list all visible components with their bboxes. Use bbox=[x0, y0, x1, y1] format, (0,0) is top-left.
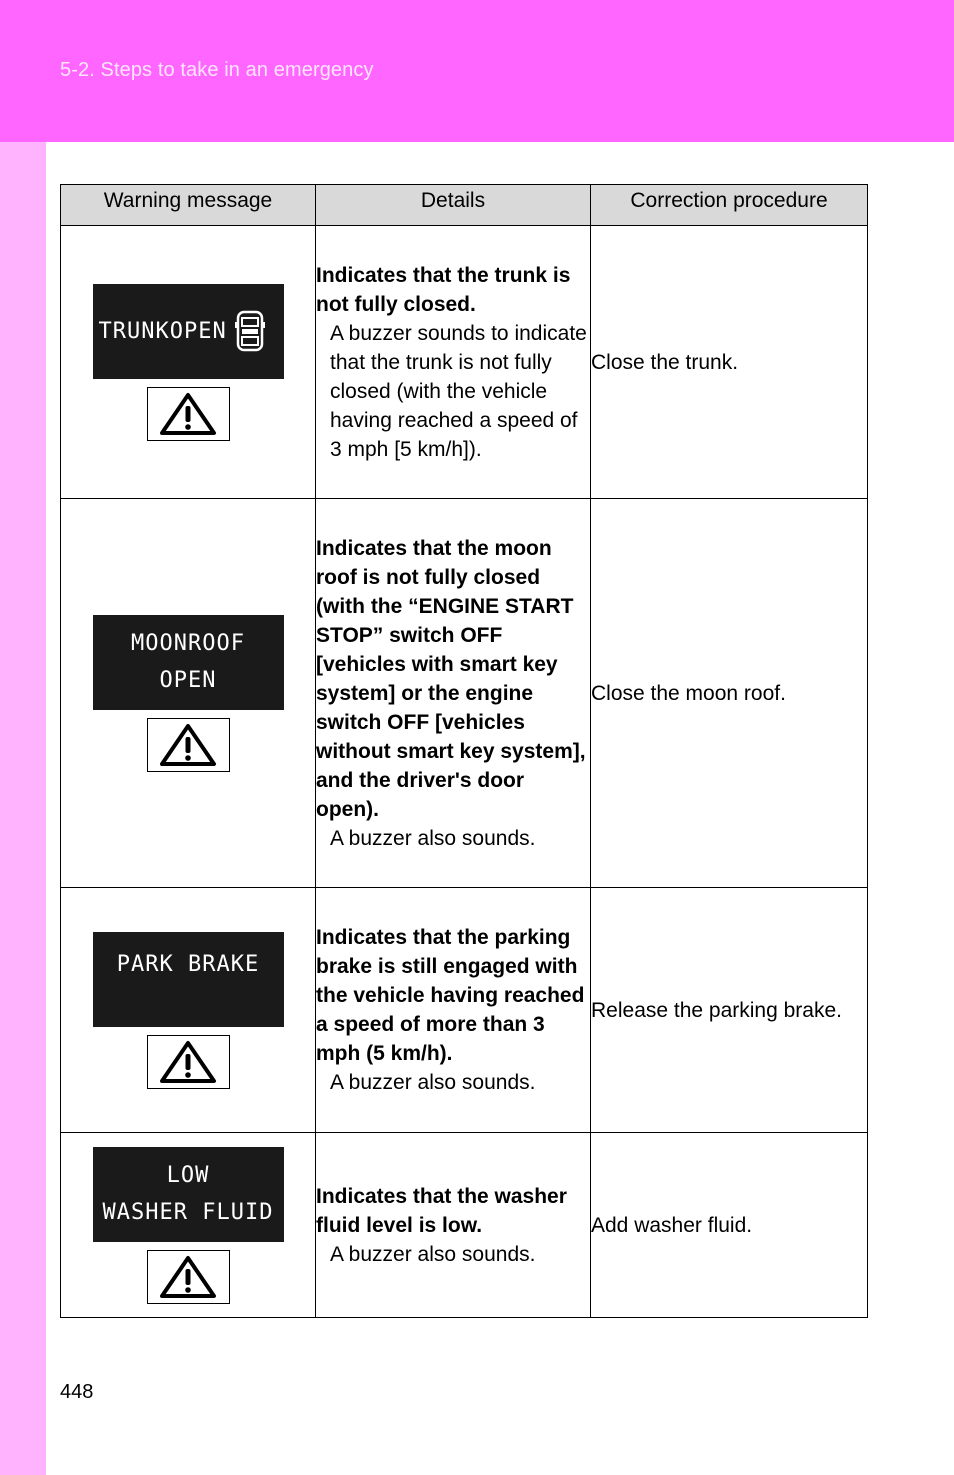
correction-cell: Release the parking brake. bbox=[591, 888, 868, 1133]
display-text: PARK BRAKE bbox=[116, 951, 260, 977]
detail-summary: Indicates that the moon roof is not fully closed (with the “ENGINE START STOP” switch OFF [vehicles with smart key system] or the engine switch OFF [vehicles without smart key system], and the driver's door open). bbox=[316, 536, 586, 821]
warning-cell bbox=[61, 226, 316, 499]
display-text: WASHER FLUID bbox=[102, 1200, 274, 1225]
warning-triangle-icon bbox=[159, 392, 217, 436]
detail-description: A buzzer also sounds. bbox=[330, 826, 536, 850]
warning-triangle-icon bbox=[159, 1040, 217, 1084]
display-text: LOW bbox=[166, 1163, 210, 1188]
section-title: 5-2. Steps to take in an emergency bbox=[60, 59, 374, 81]
moonroof-open-display bbox=[93, 615, 284, 710]
detail-summary: Indicates that the parking brake is still engaged with the vehicle having reached a speed of more than 3 mph (5 km/h). bbox=[316, 926, 585, 1065]
table-row bbox=[61, 499, 868, 888]
table-row bbox=[61, 1133, 868, 1318]
header-details: Details bbox=[316, 185, 591, 226]
display-text: TRUNKOPEN bbox=[98, 318, 227, 344]
details-cell bbox=[316, 1133, 591, 1318]
detail-description: A buzzer also sounds. bbox=[330, 1242, 536, 1266]
warning-triangle-icon bbox=[159, 1255, 217, 1299]
correction-cell: Close the trunk. bbox=[591, 226, 868, 499]
park-brake-display bbox=[93, 932, 284, 1027]
detail-summary: Indicates that the trunk is not fully closed. bbox=[316, 263, 571, 316]
master-warning-box bbox=[147, 1035, 230, 1089]
display-text: OPEN bbox=[159, 668, 217, 693]
detail-description: A buzzer also sounds. bbox=[330, 1071, 536, 1094]
details-cell bbox=[316, 499, 591, 888]
table-header-row bbox=[61, 185, 868, 226]
master-warning-box bbox=[147, 718, 230, 772]
table-row bbox=[61, 888, 868, 1133]
master-warning-box bbox=[147, 1250, 230, 1304]
warning-cell bbox=[61, 1133, 316, 1318]
page-header bbox=[0, 0, 954, 142]
correction-cell: Add washer fluid. bbox=[591, 1133, 868, 1318]
header-correction-procedure: Correction procedure bbox=[591, 185, 868, 226]
warning-cell bbox=[61, 888, 316, 1133]
master-warning-box bbox=[147, 387, 230, 441]
trunk-open-display bbox=[93, 284, 284, 379]
header-warning-message: Warning message bbox=[61, 185, 316, 226]
warning-triangle-icon bbox=[159, 723, 217, 767]
correction-cell: Close the moon roof. bbox=[591, 499, 868, 888]
details-cell bbox=[316, 888, 591, 1133]
car-trunk-icon bbox=[235, 310, 265, 352]
table-row bbox=[61, 226, 868, 499]
side-strip bbox=[0, 142, 46, 1475]
page-number: 448 bbox=[60, 1381, 94, 1403]
details-cell bbox=[316, 226, 591, 499]
low-washer-fluid-display bbox=[93, 1147, 284, 1242]
display-text: MOONROOF bbox=[131, 631, 245, 656]
detail-description: A buzzer sounds to indicate that the trunk is not fully closed (with the vehicle having reached a speed of 3 mph [5 km/h]). bbox=[330, 321, 587, 461]
detail-summary: Indicates that the washer fluid level is low. bbox=[316, 1184, 567, 1237]
warning-cell bbox=[61, 499, 316, 888]
warning-message-table bbox=[60, 184, 868, 1318]
